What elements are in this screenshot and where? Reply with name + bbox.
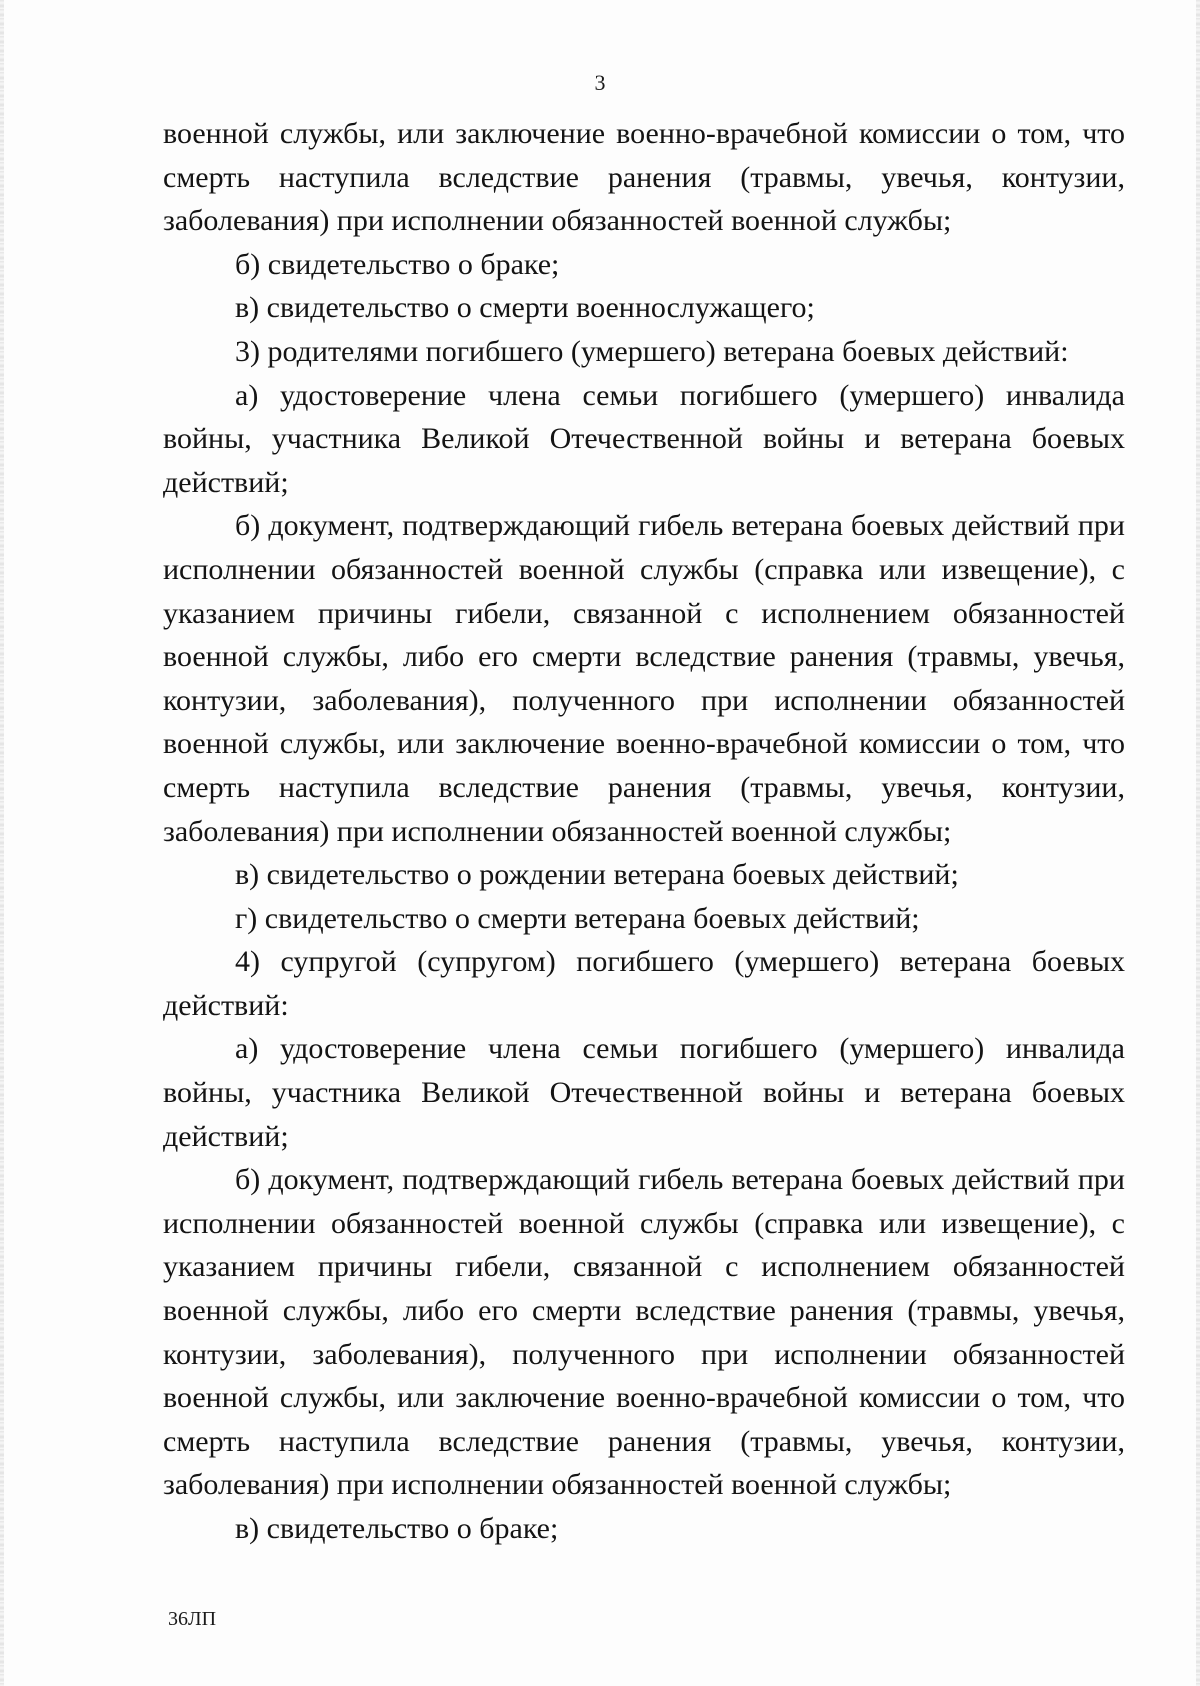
paragraph-item-b-marriage: б) свидетельство о браке; [235, 247, 560, 281]
paragraph-item-a-certificate: а) удостоверение члена семьи погибшего (умершего) инвалида войны, участника Великой Отечественной войны и ветерана боевых действий; [163, 378, 1125, 499]
paragraph-item-v-marriage-spouse: в) свидетельство о браке; [235, 1512, 559, 1545]
scan-edge-left [0, 0, 4, 1686]
paragraph-section-4-spouse: 4) супругой (супругом) погибшего (умершего) ветерана боевых действий: [163, 945, 1125, 1022]
paragraph-item-g-death-certificate: г) свидетельство о смерти ветерана боевых действий; [235, 901, 920, 935]
paragraph-item-b-document: б) документ, подтверждающий гибель ветерана боевых действий при исполнении обязанностей военной службы (справка или извещение), с указанием причины гибели, связанной с исполнением обязанностей военной службы, либо его смерти вследствие ранения (травмы, увечья, контузии, заболевания), полученного при исполнении обязанностей военной службы, или заключение военно-врачебной комиссии о том, что смерть наступила вследствие ранения (травмы, увечья, контузии, заболевания) при исполнении обязанностей военной службы; [163, 509, 1125, 848]
footer-document-code: 36ЛП [168, 1608, 217, 1630]
paragraph-item-b-document-spouse: б) документ, подтверждающий гибель ветерана боевых действий при исполнении обязанностей военной службы (справка или извещение), с указанием причины гибели, связанной с исполнением обязанностей военной службы, либо его смерти вследствие ранения (травмы, увечья, контузии, заболевания), полученного при исполнении обязанностей военной службы, или заключение военно-врачебной комиссии о том, что смерть наступила вследствие ранения (травмы, увечья, контузии, заболевания) при исполнении обязанностей военной службы; [163, 1163, 1125, 1502]
scan-edge-right [1196, 0, 1200, 1686]
paragraph-item-v-birth-certificate: в) свидетельство о рождении ветерана боевых действий; [235, 858, 959, 892]
page-number: 3 [594, 70, 606, 95]
paragraph-item-v-death-serviceman: в) свидетельство о смерти военнослужащего; [235, 291, 815, 325]
paragraph-item-a-certificate-spouse: а) удостоверение члена семьи погибшего (умершего) инвалида войны, участника Великой Отечественной войны и ветерана боевых действий; [163, 1032, 1125, 1153]
paragraph-section-3-parents: 3) родителями погибшего (умершего) ветерана боевых действий: [235, 334, 1069, 368]
document-body [163, 112, 1125, 1551]
paragraph-continuation: военной службы, или заключение военно-врачебной комиссии о том, что смерть наступила вследствие ранения (травмы, увечья, контузии, заболевания) при исполнении обязанностей военной службы; [163, 117, 1125, 238]
